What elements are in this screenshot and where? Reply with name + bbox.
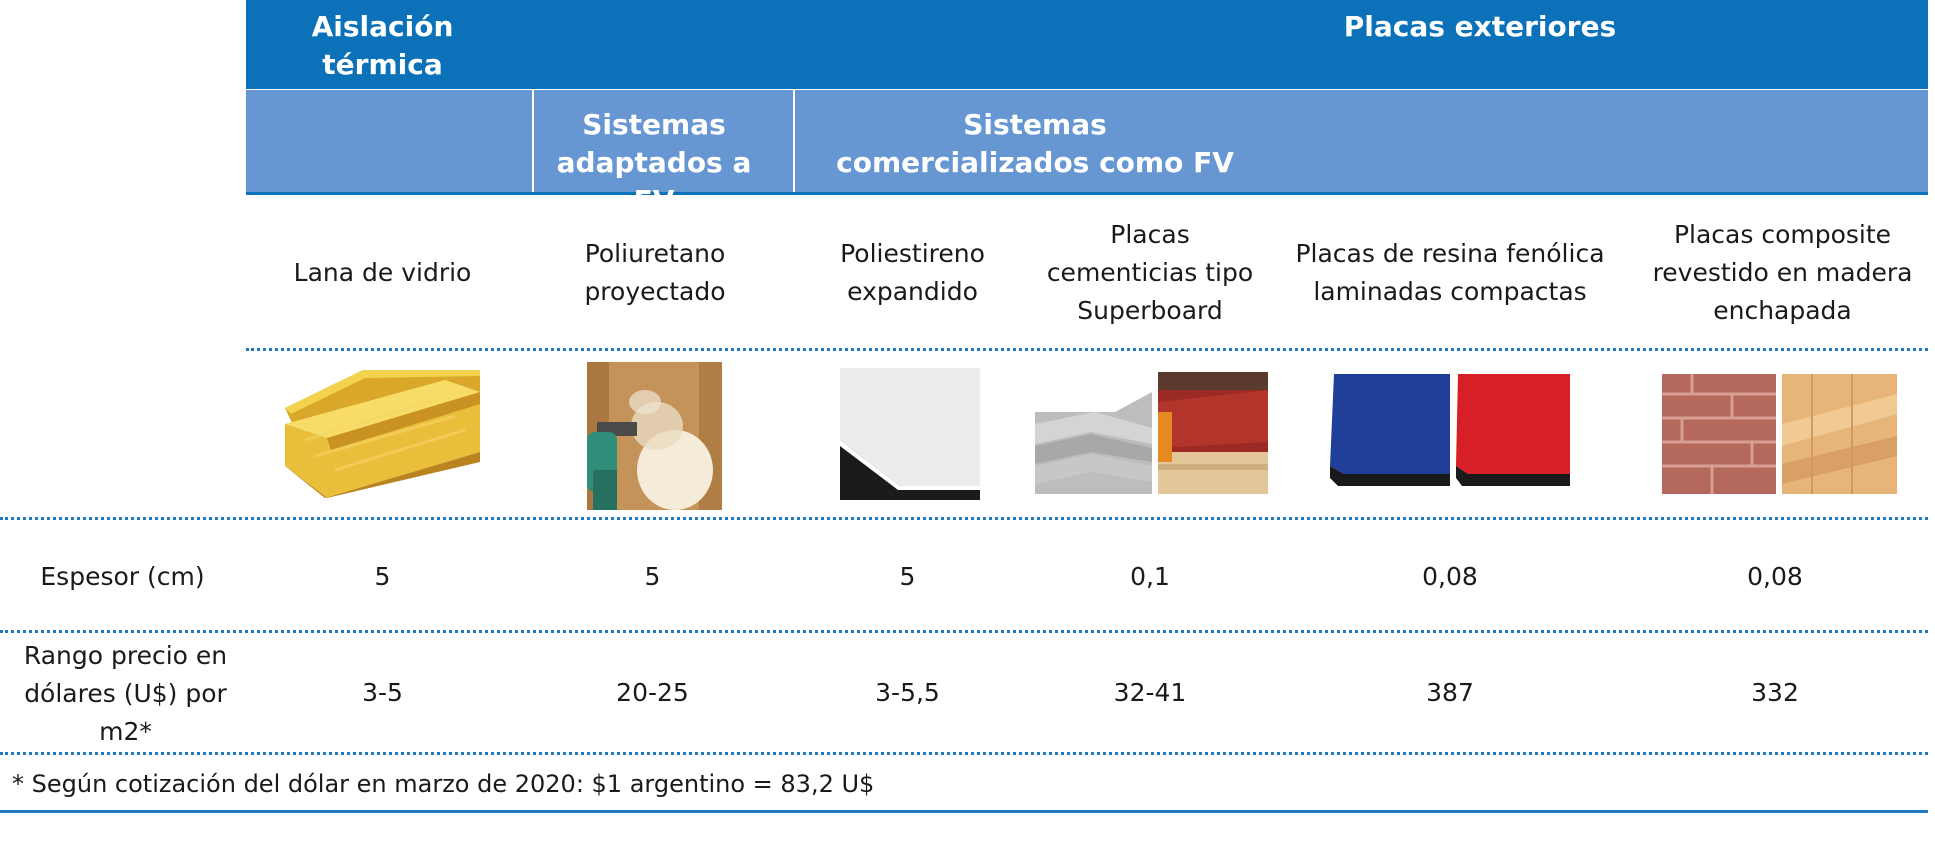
header-divider xyxy=(793,90,795,192)
dotted-divider xyxy=(0,752,1928,755)
table-cell: 20-25 xyxy=(616,678,689,707)
column-name: Placas composite revestido en madera enchapada xyxy=(1652,220,1913,325)
column-name: Poliuretano proyectado xyxy=(584,239,726,306)
table-cell: 3-5 xyxy=(362,678,403,707)
subheader-sistemas-adaptados: Sistemas adaptados a FV xyxy=(556,108,752,217)
column-name: Poliestireno expandido xyxy=(840,239,985,306)
dotted-divider xyxy=(0,517,1928,520)
spray-foam-image xyxy=(587,362,722,510)
header-aislacion-termica: Aislación térmica xyxy=(311,10,454,81)
header-placas-exteriores: Placas exteriores xyxy=(1343,10,1617,43)
column-name: Lana de vidrio xyxy=(293,258,472,287)
subheader-sistemas-comercializados: Sistemas comercializados como FV xyxy=(836,108,1234,179)
glass-wool-image xyxy=(285,370,480,498)
table-cell: 0,08 xyxy=(1747,562,1803,591)
row-label-rango-precio: Rango precio en dólares (U$) por m2* xyxy=(23,641,228,746)
table-cell: 3-5,5 xyxy=(875,678,940,707)
table-cell: 0,1 xyxy=(1130,562,1170,591)
table-cell: 5 xyxy=(374,562,391,591)
table-cell: 387 xyxy=(1426,678,1474,707)
table-cell: 332 xyxy=(1751,678,1799,707)
column-name: Placas cementicias tipo Superboard xyxy=(1046,220,1254,325)
table-cell: 32-41 xyxy=(1113,678,1187,707)
wood-composite-image xyxy=(1662,374,1897,494)
table-cell: 0,08 xyxy=(1422,562,1478,591)
table-cell: 5 xyxy=(899,562,916,591)
phenolic-panel-image xyxy=(1330,374,1573,492)
header-underline xyxy=(246,192,1928,195)
table-cell: 5 xyxy=(644,562,661,591)
footnote: * Según cotización del dólar en marzo de 2020: $1 argentino = 83,2 U$ xyxy=(12,770,875,798)
dotted-divider xyxy=(0,630,1928,633)
dotted-divider xyxy=(246,348,1928,351)
eps-board-image xyxy=(840,368,980,500)
column-name: Placas de resina fenólica laminadas compactas xyxy=(1295,239,1605,306)
cement-board-image xyxy=(1035,372,1268,494)
bottom-rule xyxy=(0,810,1928,813)
row-label-espesor: Espesor (cm) xyxy=(40,562,205,591)
